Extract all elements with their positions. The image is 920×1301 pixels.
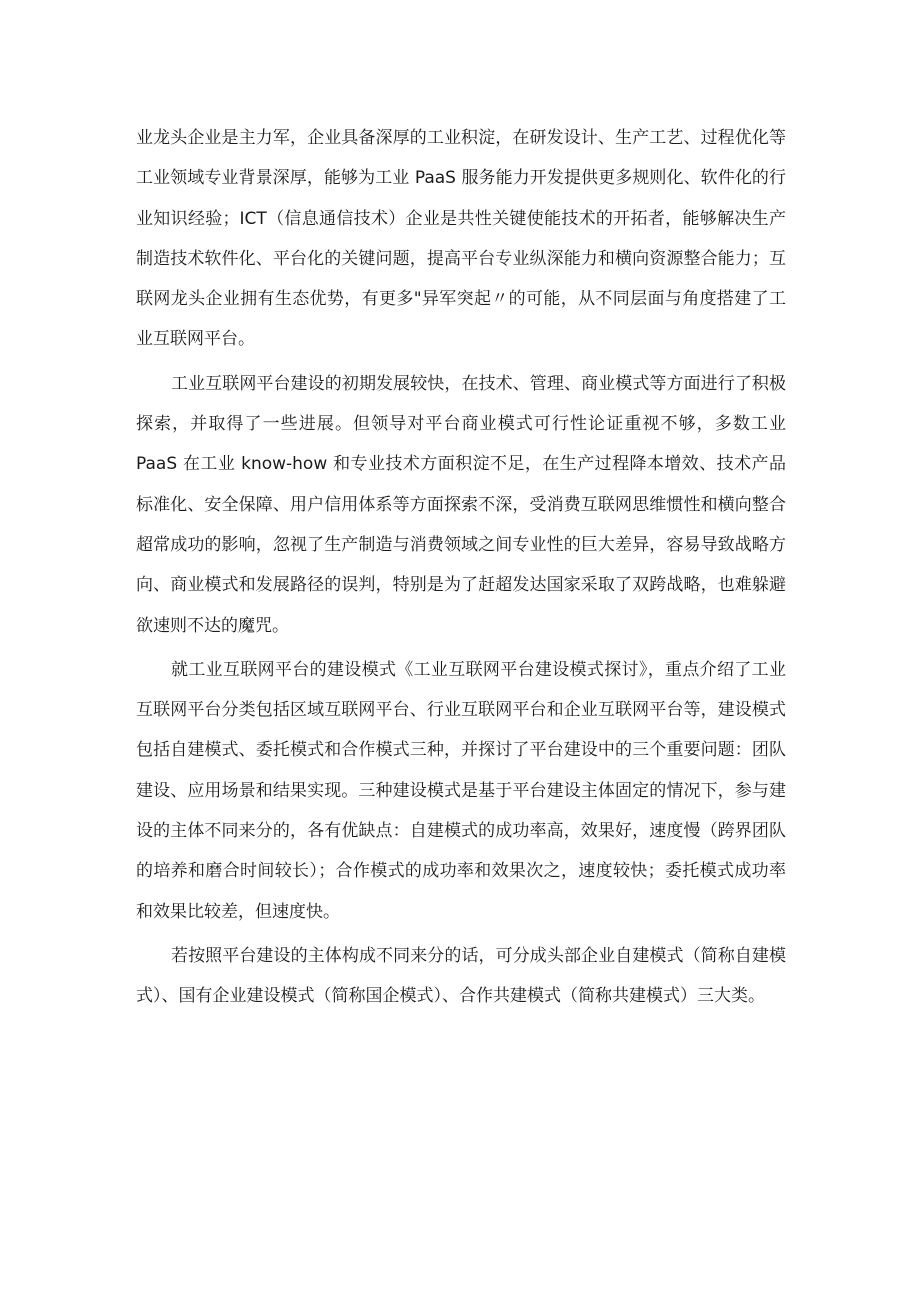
paragraph-construction-models: 就工业互联网平台的建设模式《工业互联网平台建设模式探讨》，重点介绍了工业互联网平台分类包括区域互联网平台、行业互联网平台和企业互联网平台等，建设模式包括自建模式、委托模式和合作模式三种，并探讨了平台建设中的三个重要问题：团队建设、应用场景和结果实现。三种建设模式是基于平台建设主体固定的情况下，参与建设的主体不同来分的，各有优缺点：自建模式的成功率高，效果好，速度慢（跨界团队的培养和磨合时间较长）；合作模式的成功率和效果次之，速度较快；委托模式成功率和效果比较差，但速度快。 [136, 659, 786, 922]
paragraph-model-classification: 若按照平台建设的主体构成不同来分的话，可分成头部企业自建模式（简称自建模式）、国有企业建设模式（简称国企模式）、合作共建模式（简称共建模式）三大类。 [136, 945, 786, 1007]
paragraph-continuation: 业龙头企业是主力军，企业具备深厚的工业积淀，在研发设计、生产工艺、过程优化等工业领域专业背景深厚，能够为工业 PaaS 服务能力开发提供更多规则化、软件化的行业知识经验；ICT（信息通信技术）企业是共性关键使能技术的开拓者，能够解决生产制造技术软件化、平台化的关键问题，提高平台专业纵深能力和横向资源整合能力；互联网龙头企业拥有生态优势，有更多"异军突起〃的可能，从不同层面与角度搭建了工业互联网平台。 [136, 128, 786, 350]
document-body [136, 118, 786, 1021]
paragraph-platform-development: 工业互联网平台建设的初期发展较快，在技术、管理、商业模式等方面进行了积极探索，并取得了一些进展。但领导对平台商业模式可行性论证重视不够，多数工业 PaaS 在工业 know-how 和专业技术方面积淀不足，在生产过程降本增效、技术产品标准化、安全保障、用户信用体系等方面探索不深，受消费互联网思维惯性和横向整合超常成功的影响，忽视了生产制造与消费领域之间专业性的巨大差异，容易导致战略方向、商业模式和发展路径的误判，特别是为了赶超发达国家采取了双跨战略，也难躲避欲速则不达的魔咒。 [136, 373, 786, 636]
